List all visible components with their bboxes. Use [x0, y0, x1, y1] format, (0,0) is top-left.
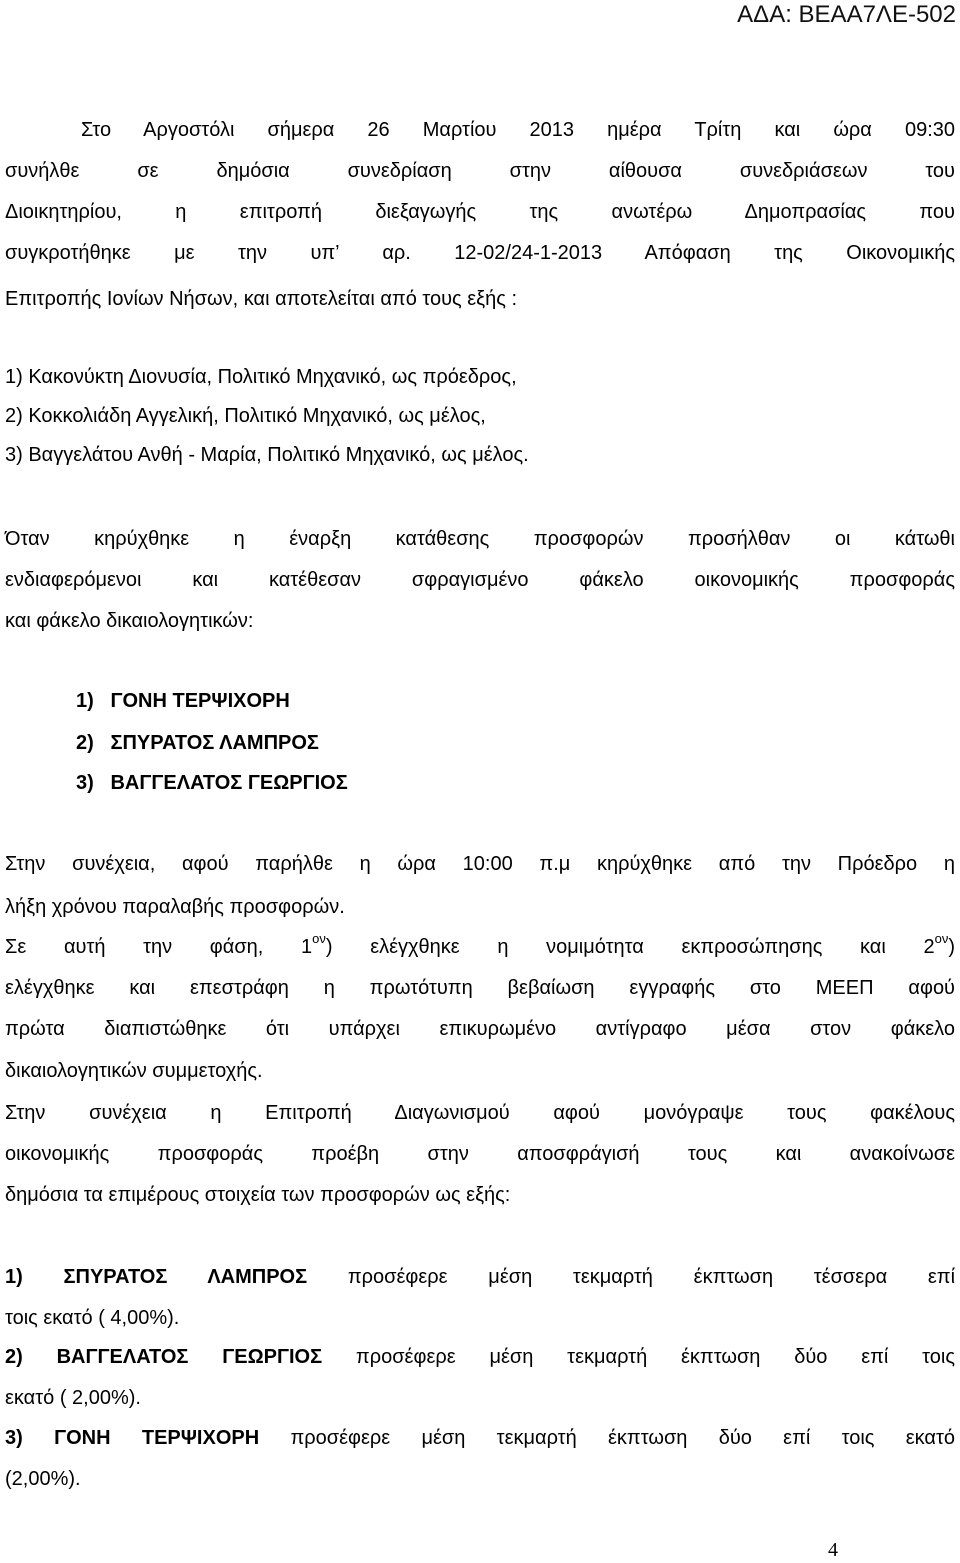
- committee-item: 1) Κακονύκτη Διονυσία, Πολιτικό Μηχανικό, ως πρόεδρος,: [5, 366, 517, 388]
- bids-intro-line-1: Όταν κηρύχθηκε η έναρξη κατάθεσης προσφορών προσήλθαν οι κάτωθι: [5, 528, 955, 550]
- bidder-item: [76, 769, 348, 797]
- offer-item-line-2: εκατό ( 2,00%).: [5, 1387, 141, 1409]
- offer-item-line-1: [5, 1256, 955, 1298]
- offer-name: ΣΠΥΡΑΤΟΣ ΛΑΜΠΡΟΣ: [63, 1266, 308, 1288]
- intro-line-3: Διοικητηρίου, η επιτροπή διεξαγωγής της ανωτέρω Δημοπρασίας που: [5, 201, 955, 223]
- offer-num: 3): [5, 1427, 23, 1449]
- intro-line-1: Στο Αργοστόλι σήμερα 26 Μαρτίου 2013 ημέρα Τρίτη και ώρα 09:30: [81, 119, 955, 141]
- closing-line-1: Στην συνέχεια, αφού παρήλθε η ώρα 10:00 π.μ κηρύχθηκε από την Πρόεδρο η: [5, 853, 955, 875]
- bidder-item: [76, 729, 319, 757]
- phase-text-a: Σε αυτή την φάση, 1: [5, 936, 313, 958]
- phase-line-3: πρώτα διαπιστώθηκε ότι υπάρχει επικυρωμένο αντίγραφο μέσα στον φάκελο: [5, 1018, 955, 1040]
- phase-sup-1: ον: [312, 931, 326, 947]
- offer-text: προσέφερε μέση τεκμαρτή έκπτωση δύο επί τοις εκατό: [259, 1427, 955, 1449]
- offer-item-line-2: τοις εκατό ( 4,00%).: [5, 1307, 180, 1329]
- phase-line-4: δικαιολογητικών συμμετοχής.: [5, 1060, 263, 1082]
- intro-line-2: συνήλθε σε δημόσια συνεδρίαση στην αίθουσα συνεδριάσεων του: [5, 160, 955, 182]
- bidder-item: [76, 687, 290, 715]
- offer-item-line-1: [5, 1417, 955, 1459]
- opening-line-2: οικονομικής προσφοράς προέβη στην αποσφράγισή τους και ανακοίνωσε: [5, 1143, 955, 1165]
- intro-line-4: συγκροτήθηκε με την υπ’ αρ. 12-02/24-1-2013 Απόφαση της Οικονομικής: [5, 242, 955, 264]
- offer-item-line-1: [5, 1336, 955, 1378]
- offer-name: ΓΟΝΗ ΤΕΡΨΙΧΟΡΗ: [54, 1427, 260, 1449]
- offer-num: 1): [5, 1266, 23, 1288]
- phase-text-b: ) ελέγχθηκε η νομιμότητα εκπροσώπησης και 2: [325, 936, 935, 958]
- closing-line-2: λήξη χρόνου παραλαβής προσφορών.: [5, 896, 345, 918]
- committee-item: 3) Βαγγελάτου Ανθή - Μαρία, Πολιτικό Μηχανικό, ως μέλος.: [5, 444, 529, 466]
- offer-item-line-2: (2,00%).: [5, 1468, 81, 1490]
- bidder-num: 2): [76, 732, 94, 754]
- offer-text: προσέφερε μέση τεκμαρτή έκπτωση δύο επί τοις: [322, 1346, 955, 1368]
- opening-line-1: Στην συνέχεια η Επιτροπή Διαγωνισμού αφού μονόγραψε τους φακέλους: [5, 1102, 955, 1124]
- bidder-name: ΓΟΝΗ ΤΕΡΨΙΧΟΡΗ: [110, 690, 290, 712]
- offer-name: ΒΑΓΓΕΛΑΤΟΣ ΓΕΩΡΓΙΟΣ: [56, 1346, 323, 1368]
- committee-item: 2) Κοκκολιάδη Αγγελική, Πολιτικό Μηχανικό, ως μέλος,: [5, 405, 486, 427]
- bids-intro-line-3: και φάκελο δικαιολογητικών:: [5, 610, 254, 632]
- intro-line-5: Επιτροπής Ιονίων Νήσων, και αποτελείται από τους εξής :: [5, 288, 518, 310]
- opening-line-3: δημόσια τα επιμέρους στοιχεία των προσφορών ως εξής:: [5, 1184, 511, 1206]
- phase-sup-2: ον: [934, 931, 949, 947]
- page-number: 4: [828, 1539, 838, 1561]
- bidder-num: 1): [76, 690, 94, 712]
- phase-line-1: [5, 926, 955, 968]
- phase-text-c: ): [948, 936, 955, 958]
- offer-text: προσέφερε μέση τεκμαρτή έκπτωση τέσσερα επί: [307, 1266, 956, 1288]
- bidder-name: ΣΠΥΡΑΤΟΣ ΛΑΜΠΡΟΣ: [110, 732, 319, 754]
- offer-num: 2): [5, 1346, 23, 1368]
- phase-line-2: ελέγχθηκε και επεστράφη η πρωτότυπη βεβαίωση εγγραφής στο ΜΕΕΠ αφού: [5, 977, 955, 999]
- bids-intro-line-2: ενδιαφερόμενοι και κατέθεσαν σφραγισμένο φάκελο οικονομικής προσφοράς: [5, 569, 955, 591]
- bidder-name: ΒΑΓΓΕΛΑΤΟΣ ΓΕΩΡΓΙΟΣ: [110, 772, 348, 794]
- bidder-num: 3): [76, 772, 94, 794]
- ada-code: ΑΔΑ: ΒΕΑΑ7ΛΕ-502: [737, 1, 956, 28]
